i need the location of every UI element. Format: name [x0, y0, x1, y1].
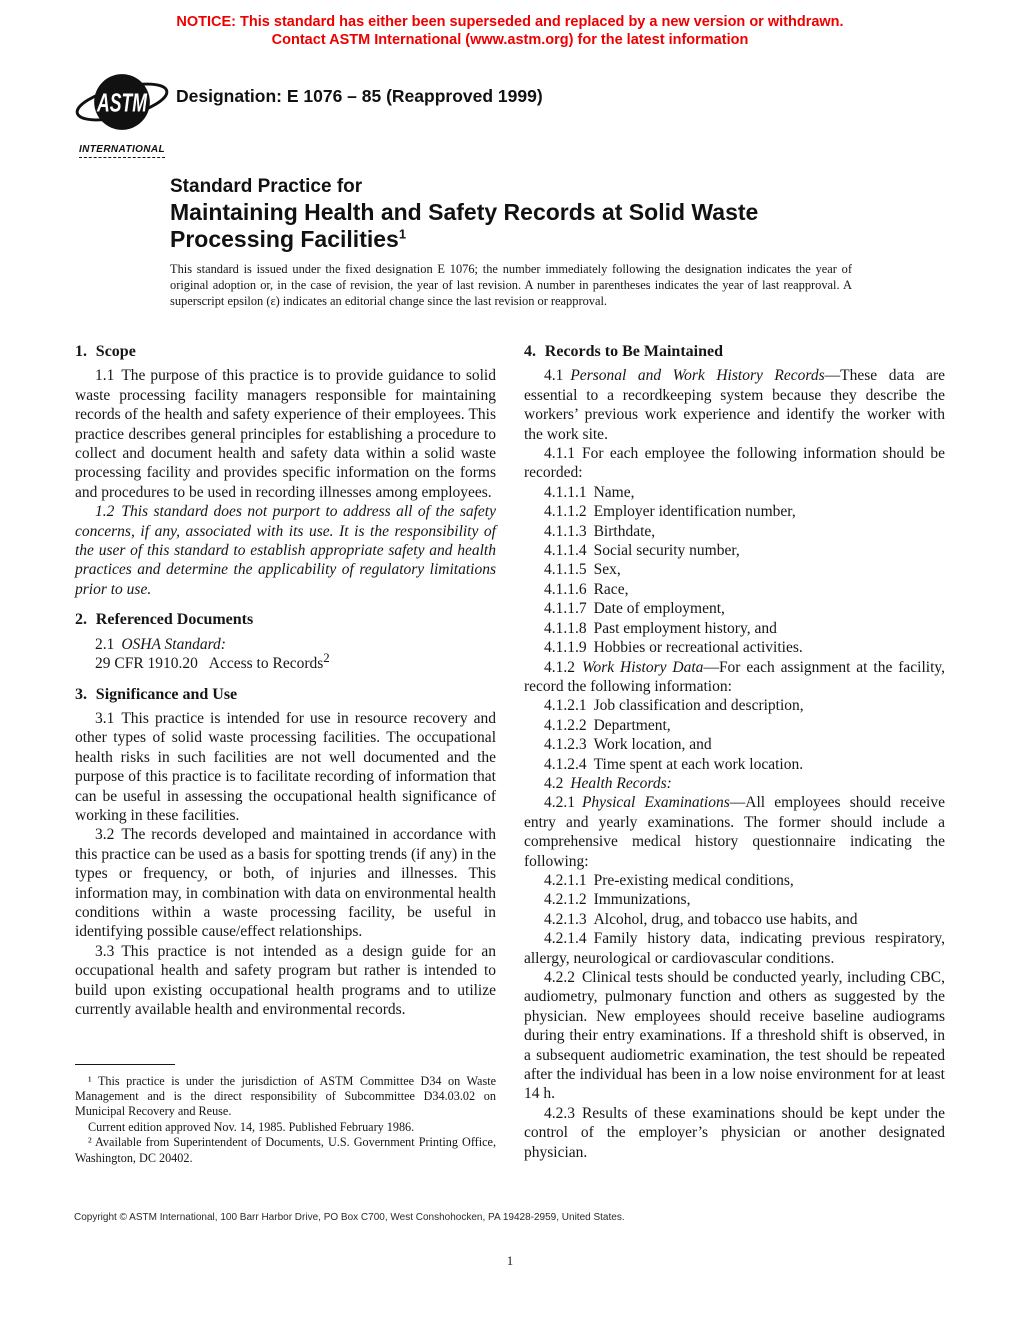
paragraph-3-3-text: This practice is not intended as a design guide for an occupational health and safety program but rather is intended to build upon existing occupational health programs and to utilize currently available health and environmental records.	[75, 942, 496, 1018]
paragraph-1-1	[75, 366, 496, 502]
title-line-2: Maintaining Health and Safety Records at Solid Waste	[170, 199, 759, 225]
paragraph-1-1-number: 1.1	[95, 367, 115, 385]
reference-footnote-ref: 2	[323, 649, 330, 665]
paragraph-4-2-2	[524, 968, 945, 1104]
item-text: Immunizations,	[593, 891, 691, 909]
item-number: 4.1.1.7	[544, 600, 587, 618]
paragraph-4-2-2-text: Clinical tests should be conducted yearly, including CBC, audiometry, pulmonary function and others as suggested by the physician. New employees should receive baseline audiograms during their entry examinations. If a threshold shift is observed, in a subsequent audiometric examination, the test should be repeated after the individual has been in a low noise environment for at least 14 h.	[524, 969, 945, 1103]
list-item	[524, 696, 945, 715]
section-2-title: Referenced Documents	[95, 611, 254, 629]
list-item	[524, 638, 945, 657]
item-number: 4.1.1.6	[544, 580, 587, 598]
section-4-heading	[524, 342, 945, 361]
list-item	[524, 599, 945, 618]
item-text: Race,	[593, 580, 629, 598]
paragraph-3-1	[75, 709, 496, 825]
paragraph-4-1	[524, 366, 945, 444]
list-item	[524, 910, 945, 929]
item-number: 4.1.2.2	[544, 716, 587, 734]
standard-preamble: This standard is issued under the fixed designation E 1076; the number immediately following the designation indicates the year of original adoption or, in the case of revision, the year of last revision. A number in parentheses indicates the year of last reapproval. A superscript epsilon (ε) indicates an editorial change since the last revision or reapproval.	[170, 262, 852, 308]
section-1-number: 1.	[75, 343, 87, 360]
item-text: Work location, and	[593, 736, 712, 754]
document-title	[170, 174, 890, 253]
paragraph-4-2-3-number: 4.2.3	[544, 1104, 575, 1122]
item-number: 4.1.1.4	[544, 542, 587, 560]
item-number: 4.2.1.4	[544, 930, 587, 948]
list-item	[524, 716, 945, 735]
item-text: Hobbies or recreational activities.	[593, 639, 803, 657]
paragraph-3-3	[75, 942, 496, 1020]
paragraph-3-1-number: 3.1	[95, 709, 115, 727]
footnote-current-edition: Current edition approved Nov. 14, 1985. Published February 1986.	[88, 1119, 415, 1134]
paragraph-4-1-text: —These data are essential to a recordkeeping system because they describe the workers’ previous work experience and identify the worker with the work site.	[524, 367, 945, 443]
notice-line-2: Contact ASTM International (www.astm.org) for the latest information	[271, 31, 749, 48]
copyright-line: Copyright © ASTM International, 100 Barr Harbor Drive, PO Box C700, West Conshohocken, PA 19428-2959, United States.	[74, 1212, 625, 1223]
item-number: 4.1.1.2	[544, 503, 587, 521]
item-number: 4.1.2.4	[544, 755, 587, 773]
paragraph-2-1	[75, 635, 496, 654]
list-item	[524, 522, 945, 541]
paragraph-4-1-1-text: For each employee the following information should be recorded:	[524, 445, 945, 482]
paragraph-1-1-text: The purpose of this practice is to provide guidance to solid waste processing facility managers responsible for maintaining records of the health and safety experience of their employees. This practice describes general principles for establishing a procedure to collect and document health and safety data within a solid waste processing facility and provides specific information on the forms and procedures to be used in recording illnesses among employees.	[75, 367, 496, 501]
item-text: Social security number,	[593, 542, 740, 560]
two-column-body	[75, 342, 945, 1166]
list-item	[524, 871, 945, 890]
item-number: 4.1.1.5	[544, 561, 587, 579]
list-item	[524, 735, 945, 754]
title-line-3	[170, 226, 890, 253]
paragraph-3-2-number: 3.2	[95, 826, 115, 844]
paragraph-3-2	[75, 825, 496, 941]
item-number: 4.1.1.8	[544, 619, 587, 637]
item-text: Date of employment,	[593, 600, 725, 618]
list-item	[524, 502, 945, 521]
paragraph-4-1-number: 4.1	[544, 367, 564, 385]
section-4-number: 4.	[524, 343, 536, 360]
section-4-title: Records to Be Maintained	[544, 343, 723, 360]
notice-line-1: NOTICE: This standard has either been superseded and replaced by a new version or withdrawn.	[176, 14, 844, 30]
paragraph-4-2-3	[524, 1104, 945, 1162]
section-3-number: 3.	[75, 685, 87, 703]
list-item	[524, 541, 945, 560]
paragraph-4-2-1	[524, 793, 945, 871]
paragraph-4-1-2-lead: Work History Data	[581, 658, 704, 676]
section-2-number: 2.	[75, 611, 87, 629]
title-footnote-ref: 1	[398, 226, 407, 242]
paragraph-1-2	[75, 502, 496, 599]
item-text: Birthdate,	[593, 522, 656, 540]
item-text: Alcohol, drug, and tobacco use habits, and	[593, 910, 858, 928]
paragraph-4-1-2-number: 4.1.2	[544, 658, 575, 676]
item-number: 4.2.1.1	[544, 871, 587, 889]
paragraph-4-1-2	[524, 658, 945, 697]
page-number: 1	[506, 1254, 514, 1268]
list-item	[524, 619, 945, 638]
paragraph-1-2-number: 1.2	[95, 503, 115, 521]
section-3-title: Significance and Use	[95, 685, 238, 703]
item-number: 4.1.1.3	[544, 522, 587, 540]
left-column	[75, 342, 496, 1166]
item-text: Job classification and description,	[593, 697, 804, 715]
paragraph-4-2-1-text: —All employees should receive entry and yearly examinations. The former should include a comprehensive medical history questionnaire indicating the following:	[524, 794, 945, 870]
item-text: Department,	[593, 716, 671, 734]
paragraph-4-1-1	[524, 444, 945, 483]
left-column-content	[75, 342, 496, 1019]
paragraph-4-2-3-text: Results of these examinations should be kept under the control of the employer’s physician or another designated physician.	[524, 1104, 945, 1161]
item-text: Sex,	[593, 561, 621, 579]
item-number: 4.1.1.9	[544, 639, 587, 657]
list-item	[524, 929, 945, 968]
item-text: Pre-existing medical conditions,	[593, 871, 794, 889]
list-item	[524, 483, 945, 502]
title-line-1: Standard Practice for	[170, 176, 363, 197]
paragraph-4-1-lead: Personal and Work History Records	[570, 367, 825, 385]
paragraph-4-2-2-number: 4.2.2	[544, 969, 575, 986]
footnote-2: ² Available from Superintendent of Documents, U.S. Government Printing Office, Washington, DC 20402.	[75, 1135, 496, 1165]
item-text: Employer identification number,	[593, 503, 796, 521]
section-1-title: Scope	[95, 343, 136, 360]
item-text: Family history data, indicating previous respiratory, allergy, neurological or cardiovascular conditions.	[524, 930, 945, 967]
list-item	[524, 560, 945, 579]
logo-acronym: ASTM	[96, 89, 148, 118]
paragraph-4-1-2-text: —For each assignment at the facility, record the following information:	[524, 658, 945, 695]
list-item	[524, 580, 945, 599]
item-number: 4.1.2.1	[544, 697, 587, 715]
paragraph-2-1-number: 2.1	[95, 635, 115, 653]
item-text: Past employment history, and	[593, 619, 777, 637]
supersession-notice	[0, 14, 1020, 49]
paragraph-4-2	[524, 774, 945, 793]
paragraph-3-2-text: The records developed and maintained in accordance with this practice can be used as a basis for spotting trends (if any) in the types or frequency, or both, of injuries and illnesses. This information may, in combination with data on environmental health conditions within a waste processing facility, be useful in identifying possible cause/effect relationships.	[75, 826, 496, 941]
footnote-separator	[75, 1064, 175, 1065]
item-number: 4.2.1.3	[544, 910, 587, 928]
item-number: 4.1.1.1	[544, 483, 587, 501]
right-column	[524, 342, 945, 1166]
paragraph-4-1-1-number: 4.1.1	[544, 445, 575, 463]
list-item	[524, 890, 945, 909]
paragraph-2-1-text: OSHA Standard:	[121, 635, 226, 653]
reference-code: 29 CFR 1910.20	[95, 655, 198, 673]
designation-line: Designation: E 1076 – 85 (Reapproved 1999)	[176, 86, 543, 106]
logo-international-label: INTERNATIONAL	[79, 144, 165, 158]
footnotes-block	[75, 1064, 496, 1166]
list-item	[524, 755, 945, 774]
paragraph-4-2-lead: Health Records:	[570, 774, 672, 792]
footnote-1: ¹ This practice is under the jurisdiction of ASTM Committee D34 on Waste Management and is the direct responsibility of Subcommittee D34.03.02 on Municipal Recovery and Reuse.	[75, 1073, 496, 1119]
reference-entry	[75, 649, 496, 673]
paragraph-4-2-number: 4.2	[544, 774, 564, 792]
item-number: 4.2.1.2	[544, 891, 587, 909]
paragraph-4-2-1-number: 4.2.1	[544, 794, 575, 812]
paragraph-3-1-text: This practice is intended for use in resource recovery and other types of solid waste processing facilities. The occupational health risks in such facilities are not well documented and the purpose of this practice is to facilitate recording of information that can be useful in assessing the occupational health significance of working in these facilities.	[75, 709, 496, 824]
section-1-heading	[75, 342, 496, 361]
section-3-heading	[75, 685, 496, 704]
item-text: Name,	[593, 483, 635, 501]
item-number: 4.1.2.3	[544, 736, 587, 754]
astm-logo	[72, 70, 172, 158]
paragraph-3-3-number: 3.3	[95, 942, 115, 960]
astm-logo-icon	[74, 70, 170, 134]
title-line-3-text: Processing Facilities	[170, 226, 399, 252]
item-text: Time spent at each work location.	[593, 755, 804, 773]
paragraph-4-2-1-lead: Physical Examinations	[581, 794, 730, 812]
reference-title: Access to Records	[208, 655, 324, 673]
paragraph-1-2-text: This standard does not purport to address all of the safety concerns, if any, associated with its use. It is the responsibility of the user of this standard to establish appropriate safety and health practices and determine the applicability of regulatory limitations prior to use.	[75, 503, 496, 598]
section-2-heading	[75, 610, 496, 629]
